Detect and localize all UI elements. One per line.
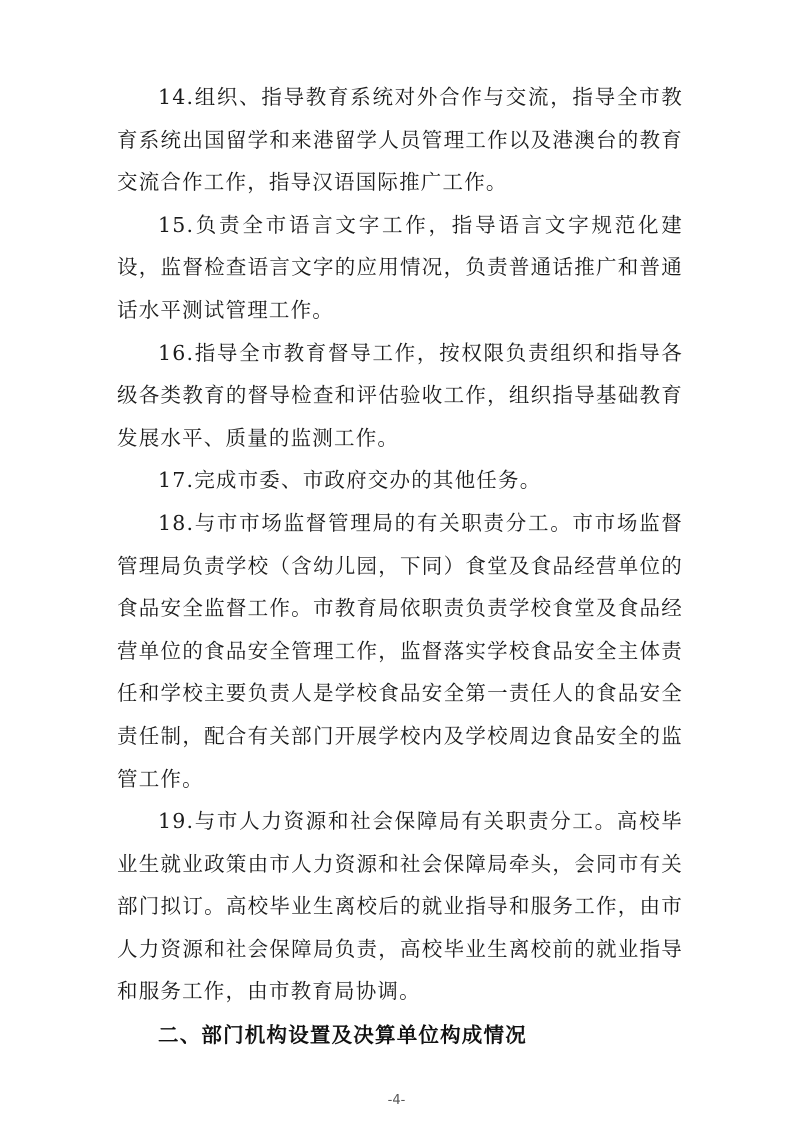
page-body	[117, 76, 683, 1057]
paragraph-item-19: 19.与市人力资源和社会保障局有关职责分工。高校毕业生就业政策由市人力资源和社会保障局牵头，会同市有关部门拟订。高校毕业生离校后的就业指导和服务工作，由市人力资源和社会保障局负责，高校毕业生离校前的就业指导和服务工作，由市教育局协调。	[117, 809, 683, 1004]
paragraph-item-16: 16.指导全市教育督导工作，按权限负责组织和指导各级各类教育的督导检查和评估验收工作，组织指导基础教育发展水平、质量的监测工作。	[117, 340, 683, 450]
section-heading: 二、部门机构设置及决算单位构成情况	[158, 1023, 527, 1048]
paragraph-item-15: 15.负责全市语言文字工作，指导语言文字规范化建设，监督检查语言文字的应用情况，负责普通话推广和普通话水平测试管理工作。	[117, 212, 683, 322]
page-number: -4-	[387, 1093, 406, 1108]
paragraph-item-14: 14.组织、指导教育系统对外合作与交流，指导全市教育系统出国留学和来港留学人员管理工作以及港澳台的教育交流合作工作，指导汉语国际推广工作。	[117, 85, 683, 195]
paragraph-item-17: 17.完成市委、市政府交办的其他任务。	[158, 468, 542, 493]
paragraph-item-18: 18.与市市场监督管理局的有关职责分工。市市场监督管理局负责学校（含幼儿园，下同）食堂及食品经营单位的食品安全监督工作。市教育局依职责负责学校食堂及食品经营单位的食品安全管理工作，监督落实学校食品安全主体责任和学校主要负责人是学校食品安全第一责任人的食品安全责任制，配合有关部门开展学校内及学校周边食品安全的监管工作。	[117, 510, 683, 791]
